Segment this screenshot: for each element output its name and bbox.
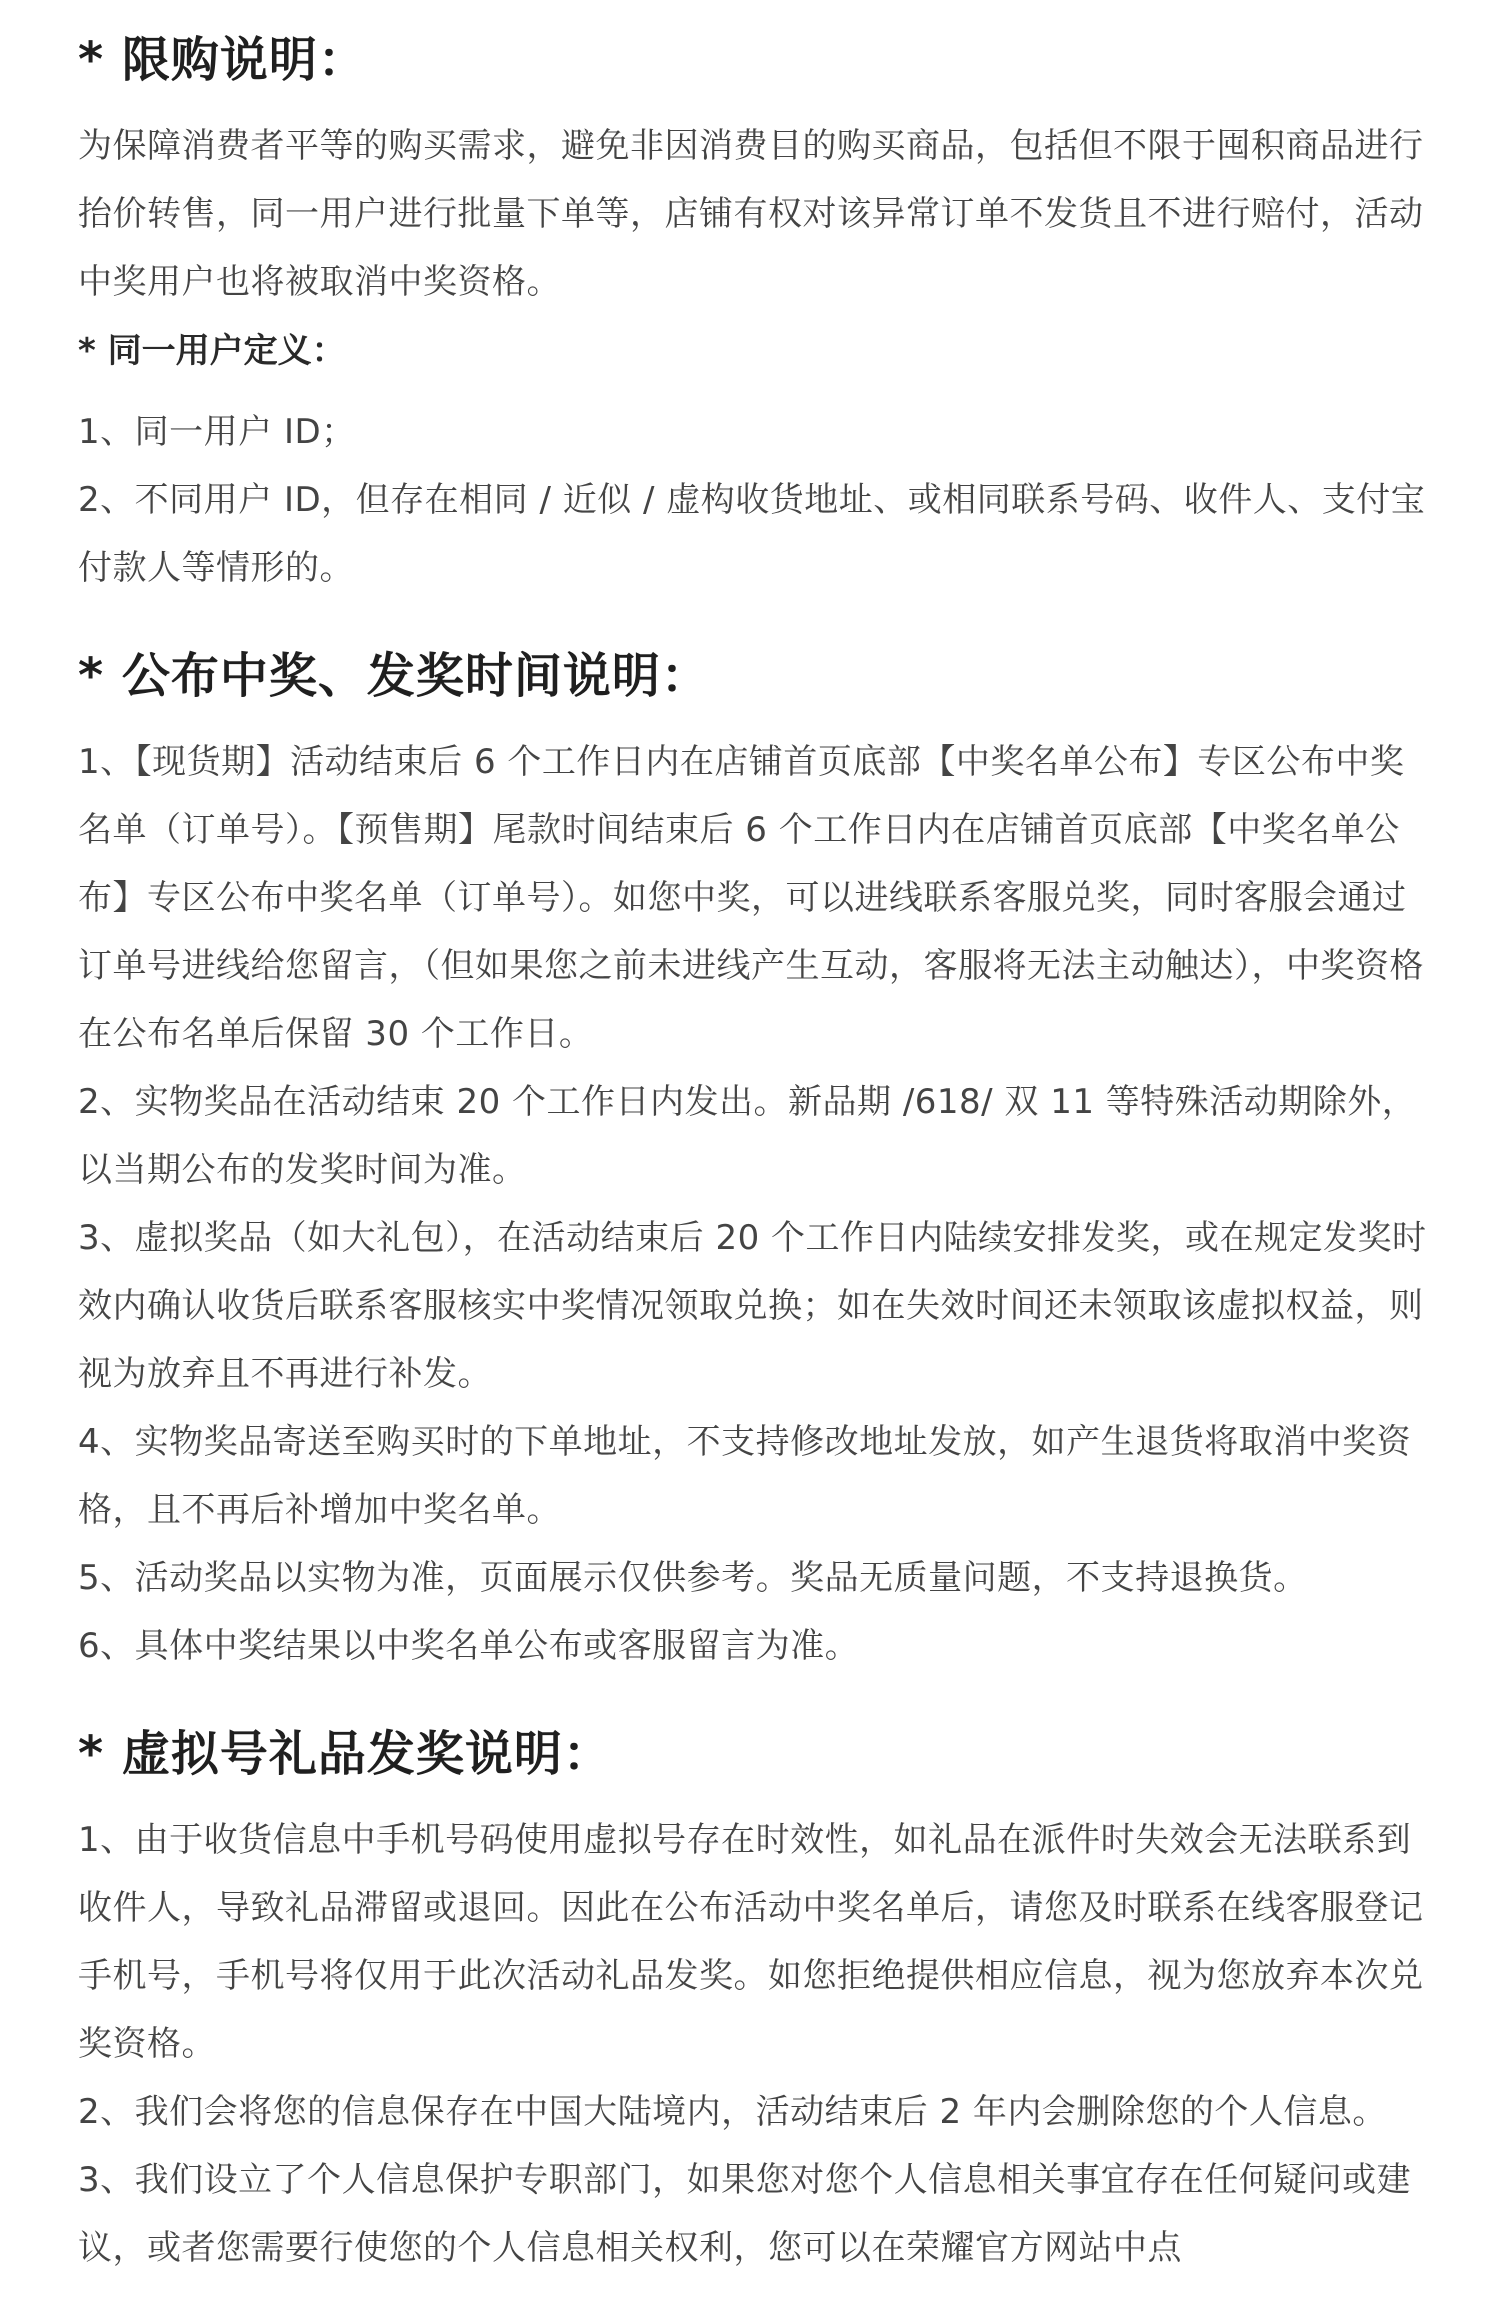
prize-announcement-item: 2、实物奖品在活动结束 20 个工作日内发出。新品期 /618/ 双 11 等特殊活动期除外，以当期公布的发奖时间为准。 xyxy=(78,1082,1417,1190)
same-user-item: 2、不同用户 ID，但存在相同 / 近似 / 虚构收货地址、或相同联系号码、收件人、支付宝付款人等情形的。 xyxy=(78,480,1426,588)
same-user-title: * 同一用户定义： xyxy=(78,331,346,371)
purchase-limit-body: 为保障消费者平等的购买需求，避免非因消费目的购买商品，包括但不限于囤积商品进行抬价转售，同一用户进行批量下单等，店铺有权对该异常订单不发货且不进行赔付，活动中奖用户也将被取消中奖资格。 xyxy=(78,126,1424,302)
prize-announcement-item: 5、活动奖品以实物为准，页面展示仅供参考。奖品无质量问题，不支持退换货。 xyxy=(78,1558,1308,1598)
prize-announcement-item: 3、虚拟奖品（如大礼包），在活动结束后 20 个工作日内陆续安排发奖，或在规定发奖时效内确认收货后联系客服核实中奖情况领取兑换；如在失效时间还未领取该虚拟权益，则视为放弃且不再进行补发。 xyxy=(78,1218,1427,1394)
prize-announcement-item: 6、具体中奖结果以中奖名单公布或客服留言为准。 xyxy=(78,1626,860,1666)
virtual-number-item: 3、我们设立了个人信息保护专职部门，如果您对您个人信息相关事宜存在任何疑问或建议，或者您需要行使您的个人信息相关权利，您可以在荣耀官方网站中点 xyxy=(78,2160,1412,2268)
prize-announcement-item: 4、实物奖品寄送至购买时的下单地址，不支持修改地址发放，如产生退货将取消中奖资格，且不再后补增加中奖名单。 xyxy=(78,1422,1412,1530)
same-user-item: 1、同一用户 ID； xyxy=(78,412,356,452)
virtual-number-title: * 虚拟号礼品发奖说明： xyxy=(78,1726,612,1782)
virtual-number-item: 1、由于收货信息中手机号码使用虚拟号存在时效性，如礼品在派件时失效会无法联系到收件人，导致礼品滞留或退回。因此在公布活动中奖名单后，请您及时联系在线客服登记手机号，手机号将仅用于此次活动礼品发奖。如您拒绝提供相应信息，视为您放弃本次兑奖资格。 xyxy=(78,1820,1424,2064)
purchase-limit-title: * 限购说明： xyxy=(78,32,367,88)
prize-announcement-item: 1、【现货期】活动结束后 6 个工作日内在店铺首页底部【中奖名单公布】专区公布中奖名单（订单号）。【预售期】尾款时间结束后 6 个工作日内在店铺首页底部【中奖名单公布】专区公布中奖名单（订单号）。如您中奖，可以进线联系客服兑奖，同时客服会通过订单号进线给您留言，（但如果您之前未进线产生互动，客服将无法主动触达），中奖资格在公布名单后保留 30 个工作日。 xyxy=(78,742,1424,1054)
prize-announcement-title: * 公布中奖、发奖时间说明： xyxy=(78,648,710,704)
virtual-number-item: 2、我们会将您的信息保存在中国大陆境内，活动结束后 2 年内会删除您的个人信息。 xyxy=(78,2092,1387,2132)
